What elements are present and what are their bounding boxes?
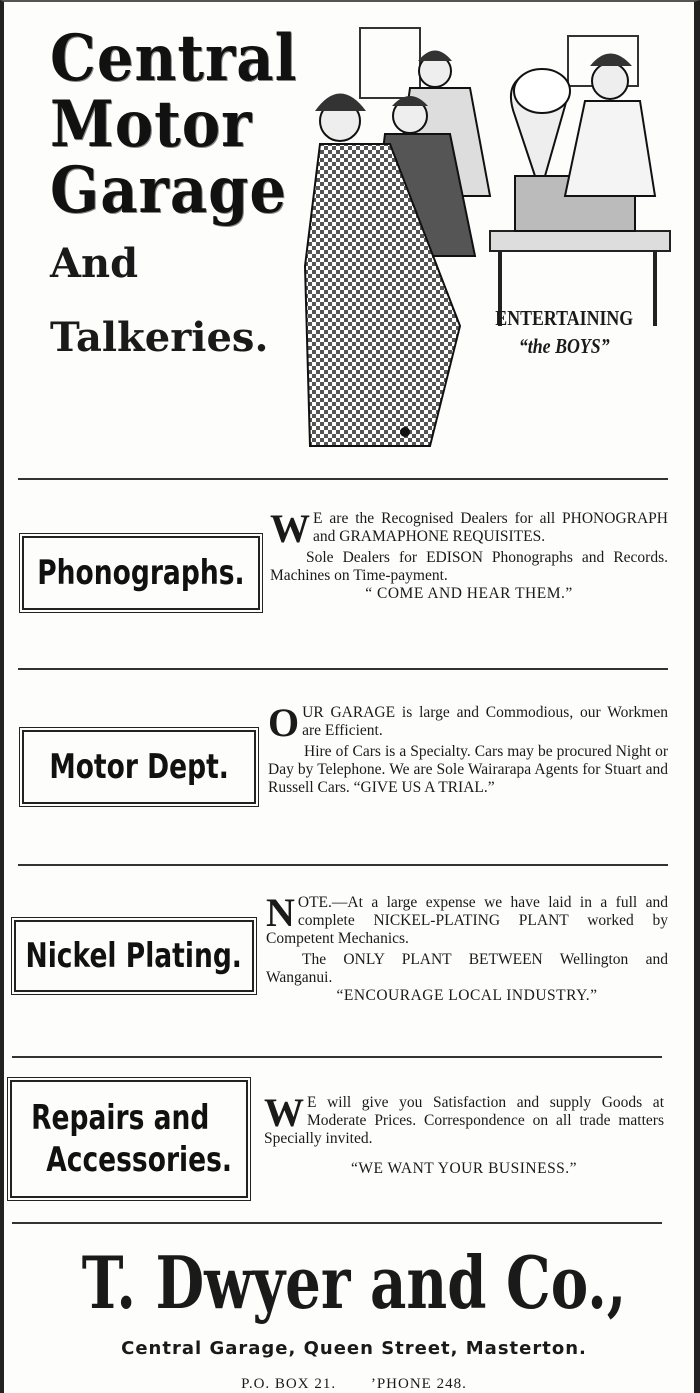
- repairs-accessories-label-box: [10, 1080, 248, 1198]
- motor-dept-label-box: [22, 730, 256, 804]
- motor-dept-lead: UR GARAGE is large and Commodious, our Workmen are Efficient.: [302, 704, 668, 739]
- nickel-plating-slogan: “ENCOURAGE LOCAL INDUSTRY.”: [336, 987, 598, 1004]
- accessories-label: Accessories.: [46, 1140, 232, 1180]
- illustration-caption: [492, 304, 637, 360]
- divider-rule: [18, 478, 668, 480]
- nickel-plating-label-box: [14, 920, 254, 992]
- dropcap-w: W: [270, 506, 310, 551]
- po-box: P.O. BOX 21.: [241, 1376, 337, 1392]
- motor-dept-label: Motor Dept.: [49, 747, 229, 787]
- dropcap-o: O: [268, 700, 300, 745]
- divider-rule: [18, 668, 668, 670]
- repairs-slogan: “WE WANT YOUR BUSINESS.”: [350, 1160, 578, 1177]
- divider-rule: [12, 1056, 662, 1058]
- nickel-plating-label: Nickel Plating.: [25, 936, 243, 976]
- title-line-talkeries: Talkeries.: [50, 314, 269, 361]
- title-line-central: Central: [50, 21, 298, 96]
- motor-dept-copy: [268, 700, 668, 797]
- contact-line: [4, 1376, 700, 1393]
- caption-the-boys: “the BOYS”: [518, 334, 610, 358]
- caption-entertaining: ENTERTAINING: [495, 306, 634, 330]
- company-name-text: T. Dwyer and Co.,: [81, 1240, 627, 1325]
- phonographs-copy: [270, 506, 668, 603]
- header-title: [50, 21, 300, 361]
- nickel-plating-body: The ONLY PLANT BETWEEN Wellington and Wanganui.: [266, 951, 668, 986]
- dropcap-w: W: [264, 1090, 304, 1135]
- nickel-plating-copy: [266, 890, 668, 1005]
- company-name: [4, 1242, 700, 1324]
- phonographs-label-box: [22, 536, 260, 610]
- repairs-label: Repairs and: [31, 1098, 210, 1138]
- title-line-motor: Motor: [50, 87, 253, 162]
- phonographs-body: Sole Dealers for EDISON Phonographs and Records. Machines on Time-payment.: [270, 549, 668, 584]
- company-address: Central Garage, Queen Street, Masterton.: [121, 1338, 587, 1359]
- title-line-and: And: [50, 240, 139, 287]
- phonograph-party-illustration: [300, 26, 672, 466]
- divider-rule: [12, 1222, 662, 1224]
- divider-rule: [18, 864, 668, 866]
- dropcap-n: N: [266, 890, 295, 935]
- repairs-copy: [264, 1090, 664, 1178]
- motor-dept-body: Hire of Cars is a Specialty. Cars may be procured Night or Day by Telephone. We are Sole Wairarapa Agents for Stuart and Russell Cars. “GIVE US A TRIAL.”: [268, 743, 668, 796]
- title-line-garage: Garage: [50, 153, 288, 228]
- phonographs-label: Phonographs.: [37, 553, 245, 593]
- phone-number: ’PHONE 248.: [370, 1376, 467, 1392]
- phonographs-lead: E are the Recognised Dealers for all PHONOGRAPH and GRAMAPHONE REQUISITES.: [313, 510, 668, 545]
- nickel-plating-lead: OTE.—At a large expense we have laid in a full and complete NICKEL-PLATING PLANT worked by Competent Mechanics.: [266, 894, 668, 947]
- phonographs-slogan: “ COME AND HEAR THEM.”: [365, 585, 573, 602]
- repairs-lead: E will give you Satisfaction and supply Goods at Moderate Prices. Correspondence on all trade matters Specially invited.: [264, 1094, 664, 1147]
